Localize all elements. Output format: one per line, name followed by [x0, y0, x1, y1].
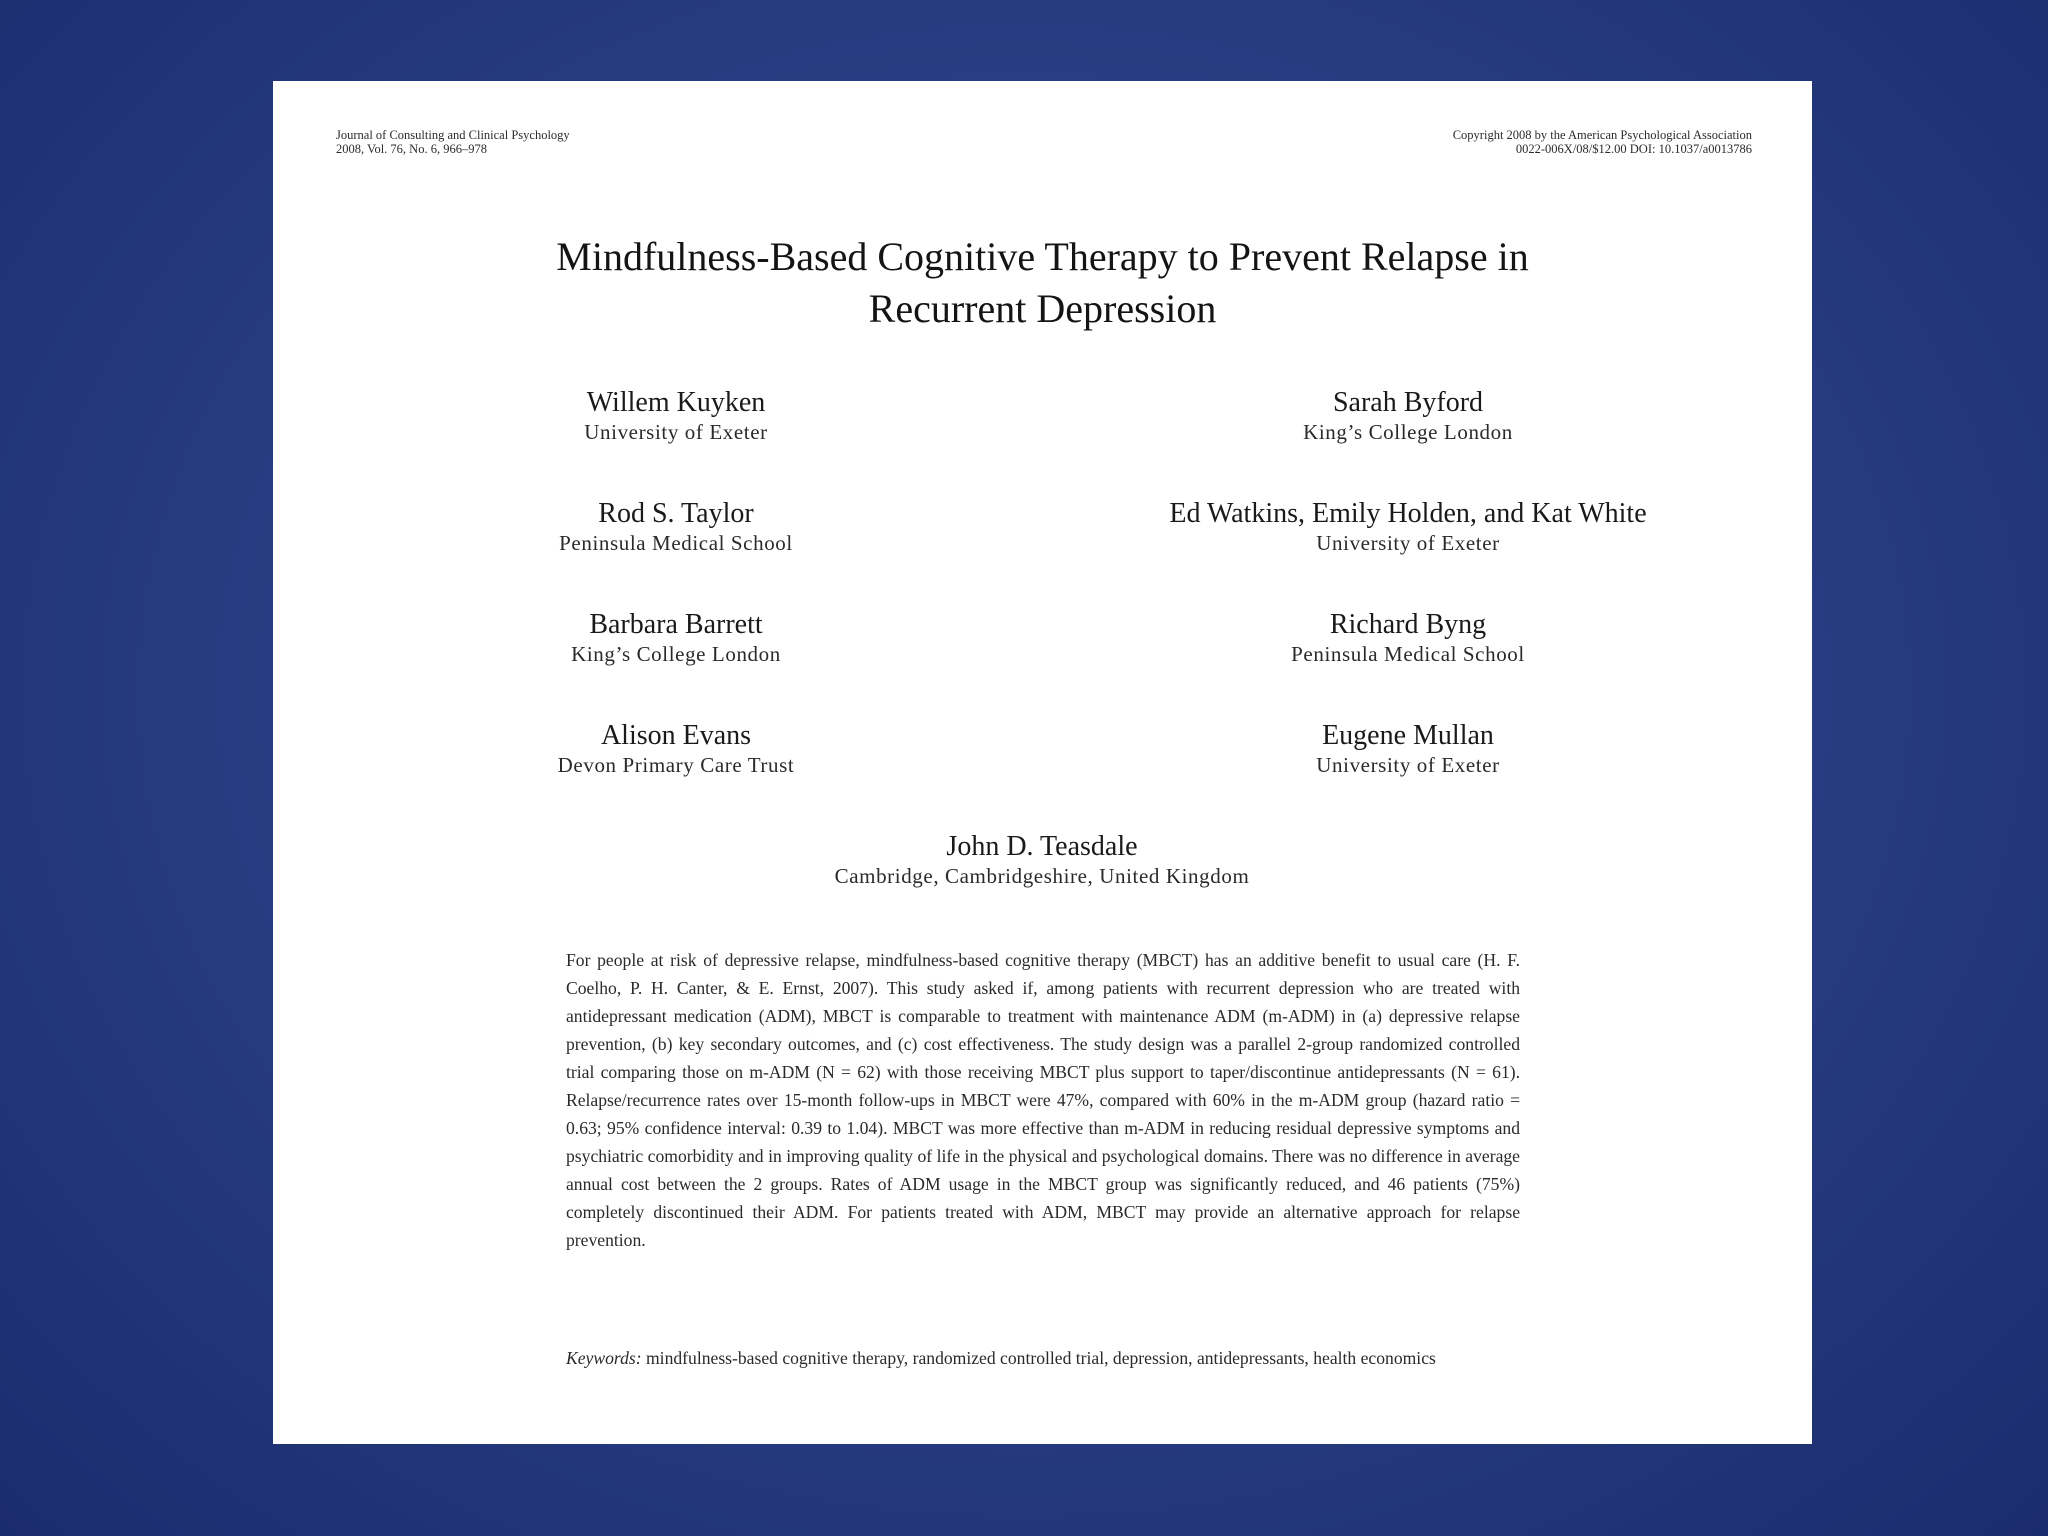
author-name: Alison Evans	[600, 720, 752, 751]
author-block	[1128, 387, 1688, 445]
journal-volume: 2008, Vol. 76, No. 6, 966–978	[336, 142, 487, 156]
copyright-line: Copyright 2008 by the American Psychological Association	[1452, 128, 1752, 142]
author-name: Eugene Mullan	[1322, 720, 1494, 751]
author-name: Barbara Barrett	[589, 609, 763, 640]
author-affiliation: University of Exeter	[584, 420, 768, 444]
abstract: For people at risk of depressive relapse, mindfulness-based cognitive therapy (MBCT) has an additive benefit to usual care (H. F. Coelho, P. H. Canter, & E. Ernst, 2007). This study asked if, among patients with recurrent depression who are treated with antidepressant medication (ADM), MBCT is comparable to treatment with maintenance ADM (m-ADM) in (a) depressive relapse prevention, (b) key secondary outcomes, and (c) cost effectiveness. The study design was a parallel 2-group randomized controlled trial comparing those on m-ADM (N = 62) with those receiving MBCT plus support to taper/discontinue antidepressants (N = 61). Relapse/recurrence rates over 15-month follow-ups in MBCT were 47%, compared with 60% in the m-ADM group (hazard ratio = 0.63; 95% confidence interval: 0.39 to 1.04). MBCT was more effective than m-ADM in reducing residual depressive symptoms and psychiatric comorbidity and in improving quality of life in the physical and psychological domains. There was no difference in average annual cost between the 2 groups. Rates of ADM usage in the MBCT group was significantly reduced, and 46 patients (75%) completely discontinued their ADM. For patients treated with ADM, MBCT may provide an alternative approach for relapse prevention.	[566, 950, 1520, 1250]
author-name: Richard Byng	[1329, 609, 1487, 640]
author-affiliation: Cambridge, Cambridgeshire, United Kingdom	[834, 864, 1250, 888]
keywords-label: Keywords:	[566, 1348, 642, 1368]
author-affiliation: University of Exeter	[1316, 753, 1500, 777]
author-block	[1128, 498, 1688, 556]
doi-line: 0022-006X/08/$12.00 DOI: 10.1037/a0013786	[1515, 142, 1752, 156]
author-name: John D. Teasdale	[946, 831, 1138, 862]
author-affiliation: Devon Primary Care Trust	[557, 753, 795, 777]
author-block	[1128, 609, 1688, 667]
author-block	[762, 831, 1322, 889]
copyright-header	[1453, 128, 1752, 156]
title-line-2: Recurrent Depression	[868, 286, 1217, 331]
author-name: Willem Kuyken	[586, 387, 766, 418]
journal-header	[336, 128, 570, 156]
author-affiliation: King’s College London	[571, 642, 781, 666]
journal-name: Journal of Consulting and Clinical Psychology	[336, 128, 570, 142]
author-affiliation: Peninsula Medical School	[1291, 642, 1525, 666]
paper-page	[273, 81, 1812, 1444]
author-block	[396, 498, 956, 556]
author-block	[1128, 720, 1688, 778]
author-name: Sarah Byford	[1332, 387, 1484, 418]
author-block	[396, 720, 956, 778]
author-affiliation: Peninsula Medical School	[559, 531, 793, 555]
author-affiliation: King’s College London	[1303, 420, 1513, 444]
author-affiliation: University of Exeter	[1316, 531, 1500, 555]
keywords	[566, 1344, 1520, 1372]
author-block	[396, 387, 956, 445]
author-block	[396, 609, 956, 667]
author-name: Ed Watkins, Emily Holden, and Kat White	[1169, 498, 1647, 529]
author-name: Rod S. Taylor	[598, 498, 754, 529]
paper-title	[273, 231, 1812, 335]
title-line-1: Mindfulness-Based Cognitive Therapy to Prevent Relapse in	[556, 234, 1529, 279]
keywords-text: mindfulness-based cognitive therapy, randomized controlled trial, depression, antidepressants, health economics	[646, 1348, 1436, 1368]
